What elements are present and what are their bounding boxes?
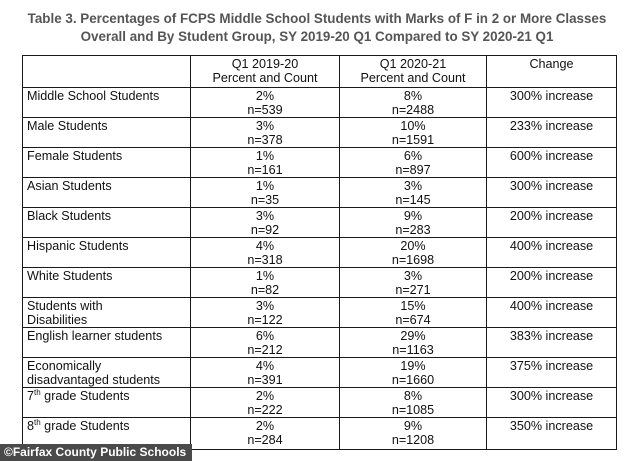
cell-q1-2019-20-line-2: n=318 <box>247 253 283 267</box>
table-row <box>23 148 617 178</box>
cell-q1-2020-21-line-1: 20% <box>400 239 426 253</box>
cell-change <box>487 358 617 388</box>
cell-student-group <box>23 208 191 238</box>
header-change: Change <box>487 56 617 88</box>
header-q1-2020-21-title: Q1 2020-21 <box>379 57 447 71</box>
cell-q1-2020-21-line-1: 9% <box>403 419 423 433</box>
cell-q1-2020-21-line-2: n=1208 <box>391 433 435 447</box>
cell-q1-2019-20-line-1: 1% <box>255 149 275 163</box>
cell-q1-2019-20 <box>191 298 340 328</box>
cell-student-group <box>23 268 191 298</box>
cell-student-group-line-1: Economically <box>27 359 102 373</box>
cell-student-group-line-1: English learner students <box>27 329 163 343</box>
cell-q1-2019-20-line-2: n=122 <box>247 313 283 327</box>
cell-student-group <box>23 358 191 388</box>
cell-change <box>487 148 617 178</box>
cell-q1-2019-20 <box>191 388 340 418</box>
cell-q1-2020-21-line-1: 29% <box>400 329 426 343</box>
cell-student-group <box>23 88 191 118</box>
cell-q1-2020-21-line-2: n=271 <box>395 283 431 297</box>
cell-q1-2020-21 <box>340 268 487 298</box>
cell-change-line-1: 300% increase <box>509 179 594 193</box>
cell-student-group <box>23 238 191 268</box>
cell-q1-2019-20 <box>191 268 340 298</box>
cell-change <box>487 88 617 118</box>
table-row <box>23 328 617 358</box>
cell-q1-2020-21-line-2: n=674 <box>395 313 431 327</box>
cell-change <box>487 178 617 208</box>
cell-q1-2019-20-line-2: n=539 <box>247 103 283 117</box>
cell-student-group-line-2: Disabilities <box>27 313 88 327</box>
cell-student-group-line-2: disadvantaged students <box>27 373 161 387</box>
cell-student-group <box>23 388 191 418</box>
cell-q1-2019-20-line-2: n=222 <box>247 403 283 417</box>
cell-q1-2019-20-line-2: n=378 <box>247 133 283 147</box>
cell-change <box>487 418 617 450</box>
cell-q1-2019-20-line-2: n=391 <box>247 373 283 387</box>
cell-change <box>487 118 617 148</box>
table-row <box>23 238 617 268</box>
cell-student-group-line-1: White Students <box>27 269 113 283</box>
cell-q1-2019-20-line-2: n=284 <box>247 433 283 447</box>
cell-q1-2020-21 <box>340 118 487 148</box>
header-student-group <box>23 56 191 88</box>
cell-q1-2019-20 <box>191 328 340 358</box>
cell-change-line-1: 400% increase <box>509 239 594 253</box>
cell-student-group-line-1: Male Students <box>27 119 108 133</box>
cell-change-line-1: 400% increase <box>509 299 594 313</box>
data-table <box>22 55 617 450</box>
table-row <box>23 298 617 328</box>
cell-student-group-line-1: 7th grade Students <box>27 387 130 403</box>
cell-q1-2019-20-line-2: n=92 <box>250 223 280 237</box>
cell-student-group <box>23 118 191 148</box>
cell-change <box>487 328 617 358</box>
cell-q1-2019-20 <box>191 238 340 268</box>
cell-q1-2020-21 <box>340 178 487 208</box>
cell-student-group-line-1: Asian Students <box>27 179 112 193</box>
cell-q1-2019-20-line-1: 3% <box>255 119 275 133</box>
cell-change-line-1: 600% increase <box>509 149 594 163</box>
cell-q1-2019-20-line-1: 2% <box>255 419 275 433</box>
cell-student-group-line-1: Hispanic Students <box>27 239 129 253</box>
cell-q1-2020-21 <box>340 88 487 118</box>
cell-change-line-1: 300% increase <box>509 389 594 403</box>
table-body <box>23 88 617 450</box>
cell-q1-2020-21-line-2: n=2488 <box>391 103 435 117</box>
cell-q1-2019-20-line-1: 4% <box>255 359 275 373</box>
cell-student-group <box>23 148 191 178</box>
cell-change-line-1: 300% increase <box>509 89 594 103</box>
table-row <box>23 118 617 148</box>
cell-q1-2019-20-line-1: 6% <box>255 329 275 343</box>
cell-change-line-1: 375% increase <box>509 359 594 373</box>
table-title <box>0 10 634 46</box>
cell-q1-2019-20-line-1: 1% <box>255 269 275 283</box>
cell-q1-2019-20 <box>191 358 340 388</box>
table-title-line-1: Table 3. Percentages of FCPS Middle School Students with Marks of F in 2 or More Classes <box>27 11 607 26</box>
cell-q1-2019-20-line-1: 2% <box>255 89 275 103</box>
cell-change <box>487 388 617 418</box>
cell-q1-2019-20 <box>191 118 340 148</box>
table-row <box>23 388 617 418</box>
table-title-line-2: Overall and By Student Group, SY 2019-20 Q1 Compared to SY 2020-21 Q1 <box>80 29 554 44</box>
cell-q1-2020-21-line-2: n=897 <box>395 163 431 177</box>
cell-change-line-1: 200% increase <box>509 209 594 223</box>
cell-q1-2019-20-line-1: 2% <box>255 389 275 403</box>
cell-student-group-line-1: Students with <box>27 299 103 313</box>
cell-q1-2020-21-line-1: 6% <box>403 149 423 163</box>
header-q1-2019-20 <box>191 56 340 88</box>
cell-q1-2019-20 <box>191 88 340 118</box>
cell-change-line-1: 383% increase <box>509 329 594 343</box>
cell-change-line-1: 350% increase <box>509 419 594 433</box>
cell-q1-2020-21-line-1: 9% <box>403 209 423 223</box>
cell-q1-2020-21-line-2: n=1163 <box>392 343 434 357</box>
header-q1-2019-20-title: Q1 2019-20 <box>231 57 299 71</box>
cell-change-line-1: 233% increase <box>509 119 594 133</box>
cell-q1-2019-20 <box>191 418 340 450</box>
cell-student-group-line-1: Female Students <box>27 149 123 163</box>
cell-q1-2020-21 <box>340 238 487 268</box>
table-row <box>23 358 617 388</box>
cell-q1-2020-21 <box>340 328 487 358</box>
cell-q1-2019-20-line-1: 1% <box>255 179 275 193</box>
cell-q1-2019-20-line-1: 3% <box>255 299 275 313</box>
cell-q1-2020-21-line-2: n=283 <box>395 223 431 237</box>
cell-change <box>487 298 617 328</box>
cell-q1-2020-21-line-1: 3% <box>403 269 423 283</box>
cell-q1-2020-21-line-1: 8% <box>403 89 423 103</box>
cell-q1-2020-21-line-1: 10% <box>400 119 426 133</box>
cell-q1-2020-21 <box>340 388 487 418</box>
cell-q1-2020-21 <box>340 208 487 238</box>
cell-q1-2020-21-line-2: n=145 <box>395 193 431 207</box>
cell-student-group-line-1: Middle School Students <box>27 89 160 103</box>
header-q1-2020-21 <box>340 56 487 88</box>
cell-q1-2020-21 <box>340 358 487 388</box>
table-row <box>23 208 617 238</box>
cell-q1-2019-20-line-2: n=161 <box>247 163 283 177</box>
cell-q1-2020-21-line-1: 19% <box>400 359 426 373</box>
cell-change <box>487 208 617 238</box>
cell-q1-2019-20-line-2: n=82 <box>250 283 280 297</box>
cell-student-group <box>23 178 191 208</box>
table-row <box>23 178 617 208</box>
cell-q1-2020-21 <box>340 148 487 178</box>
cell-change <box>487 238 617 268</box>
table-row <box>23 268 617 298</box>
cell-q1-2019-20-line-1: 3% <box>255 209 275 223</box>
cell-q1-2020-21-line-2: n=1591 <box>391 133 435 147</box>
cell-change <box>487 268 617 298</box>
cell-q1-2019-20-line-2: n=35 <box>250 193 280 207</box>
header-q1-2020-21-subtitle: Percent and Count <box>360 71 466 85</box>
cell-q1-2019-20 <box>191 208 340 238</box>
cell-q1-2020-21-line-1: 8% <box>403 389 423 403</box>
cell-change-line-1: 200% increase <box>509 269 594 283</box>
cell-student-group <box>23 298 191 328</box>
cell-q1-2020-21-line-1: 3% <box>403 179 423 193</box>
source-credit: ©Fairfax County Public Schools <box>0 444 192 461</box>
cell-student-group-line-1: 8th grade Students <box>27 417 130 433</box>
header-row <box>23 56 617 88</box>
table-row <box>23 88 617 118</box>
header-q1-2019-20-subtitle: Percent and Count <box>212 71 318 85</box>
cell-student-group-line-1: Black Students <box>27 209 112 223</box>
cell-q1-2020-21 <box>340 298 487 328</box>
cell-q1-2019-20 <box>191 148 340 178</box>
cell-q1-2020-21-line-2: n=1698 <box>391 253 435 267</box>
cell-q1-2020-21 <box>340 418 487 450</box>
cell-q1-2019-20 <box>191 178 340 208</box>
cell-q1-2020-21-line-1: 15% <box>400 299 426 313</box>
cell-q1-2019-20-line-1: 4% <box>255 239 275 253</box>
cell-q1-2020-21-line-2: n=1085 <box>391 403 435 417</box>
cell-q1-2020-21-line-2: n=1660 <box>391 373 435 387</box>
cell-student-group <box>23 328 191 358</box>
cell-q1-2019-20-line-2: n=212 <box>247 343 283 357</box>
